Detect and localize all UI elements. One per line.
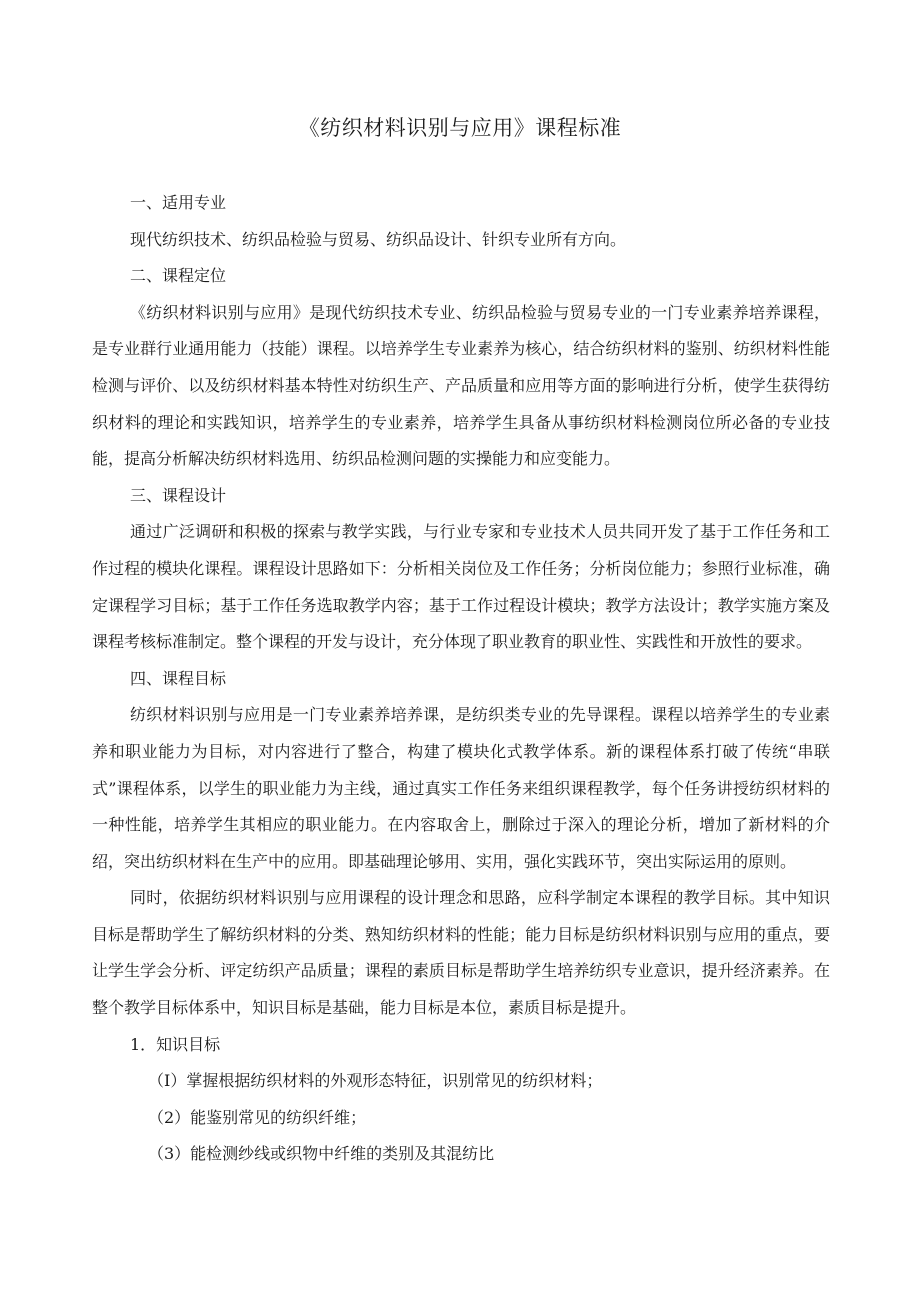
knowledge-goal-item-1: （I）掌握根据纺织材料的外观形态特征，识别常见的纺织材料； xyxy=(148,1071,603,1091)
paragraph-course-goals-1: 纺织材料识别与应用是一门专业素养培养课，是纺织类专业的先导课程。课程以培养学生的专业素养和职业能力为目标，对内容进行了整合，构建了模块化式教学体系。新的课程体系打破了传统“串联式”课程体系，以学生的职业能力为主线，通过真实工作任务来组织课程教学，每个任务讲授纺织材料的一种性能，培养学生其相应的职业能力。在内容取舍上，删除过于深入的理论分析，增加了新材料的介绍，突出纺织材料在生产中的应用。即基础理论够用、实用，强化实践环节，突出实际运用的原则。 xyxy=(92,705,830,871)
section-heading-applicable-majors: 一、适用专业 xyxy=(130,193,227,212)
paragraph-course-goals-2: 同时，依据纺织材料识别与应用课程的设计理念和思路，应科学制定本课程的教学目标。其中知识目标是帮助学生了解纺织材料的分类、熟知纺织材料的性能；能力目标是纺织材料识别与应用的重点，要让学生学会分析、评定纺织产品质量；课程的素质目标是帮助学生培养纺织专业意识，提升经济素养。在整个教学目标体系中，知识目标是基础，能力目标是本位，素质目标是提升。 xyxy=(92,888,830,1018)
paragraph-course-design: 通过广泛调研和积极的探索与教学实践，与行业专家和专业技术人员共同开发了基于工作任务和工作过程的模块化课程。课程设计思路如下：分析相关岗位及工作任务；分析岗位能力；参照行业标准，确定课程学习目标；基于工作任务选取教学内容；基于工作过程设计模块；教学方法设计；教学实施方案及课程考核标准制定。整个课程的开发与设计，充分体现了职业教育的职业性、实践性和开放性的要求。 xyxy=(92,522,830,652)
knowledge-goals-heading: 1．知识目标 xyxy=(130,1034,221,1054)
section-heading-course-design: 三、课程设计 xyxy=(130,485,227,505)
section-heading-course-goals: 四、课程目标 xyxy=(130,668,227,688)
knowledge-goal-item-2: （2）能鉴别常见的纺织纤维； xyxy=(148,1107,367,1127)
document-body xyxy=(92,185,830,1173)
paragraph-course-positioning: 《纺织材料识别与应用》是现代纺织技术专业、纺织品检验与贸易专业的一门专业素养培养课程，是专业群行业通用能力（技能）课程。以培养学生专业素养为核心，结合纺织材料的鉴别、纺织材料性能检测与评价、以及纺织材料基本特性对纺织生产、产品质量和应用等方面的影响进行分析，使学生获得纺织材料的理论和实践知识，培养学生的专业素养，培养学生具备从事纺织材料检测岗位所必备的专业技能，提高分析解决纺织材料选用、纺织品检测问题的实操能力和应变能力。 xyxy=(92,302,830,469)
section-heading-course-positioning: 二、课程定位 xyxy=(130,266,227,286)
document-title: 《纺织材料识别与应用》课程标准 xyxy=(298,116,622,140)
knowledge-goal-item-3: （3）能检测纱线或织物中纤维的类别及其混纺比 xyxy=(148,1144,495,1164)
paragraph-applicable-majors: 现代纺织技术、纺织品检验与贸易、纺织品设计、针织专业所有方向。 xyxy=(130,229,627,249)
